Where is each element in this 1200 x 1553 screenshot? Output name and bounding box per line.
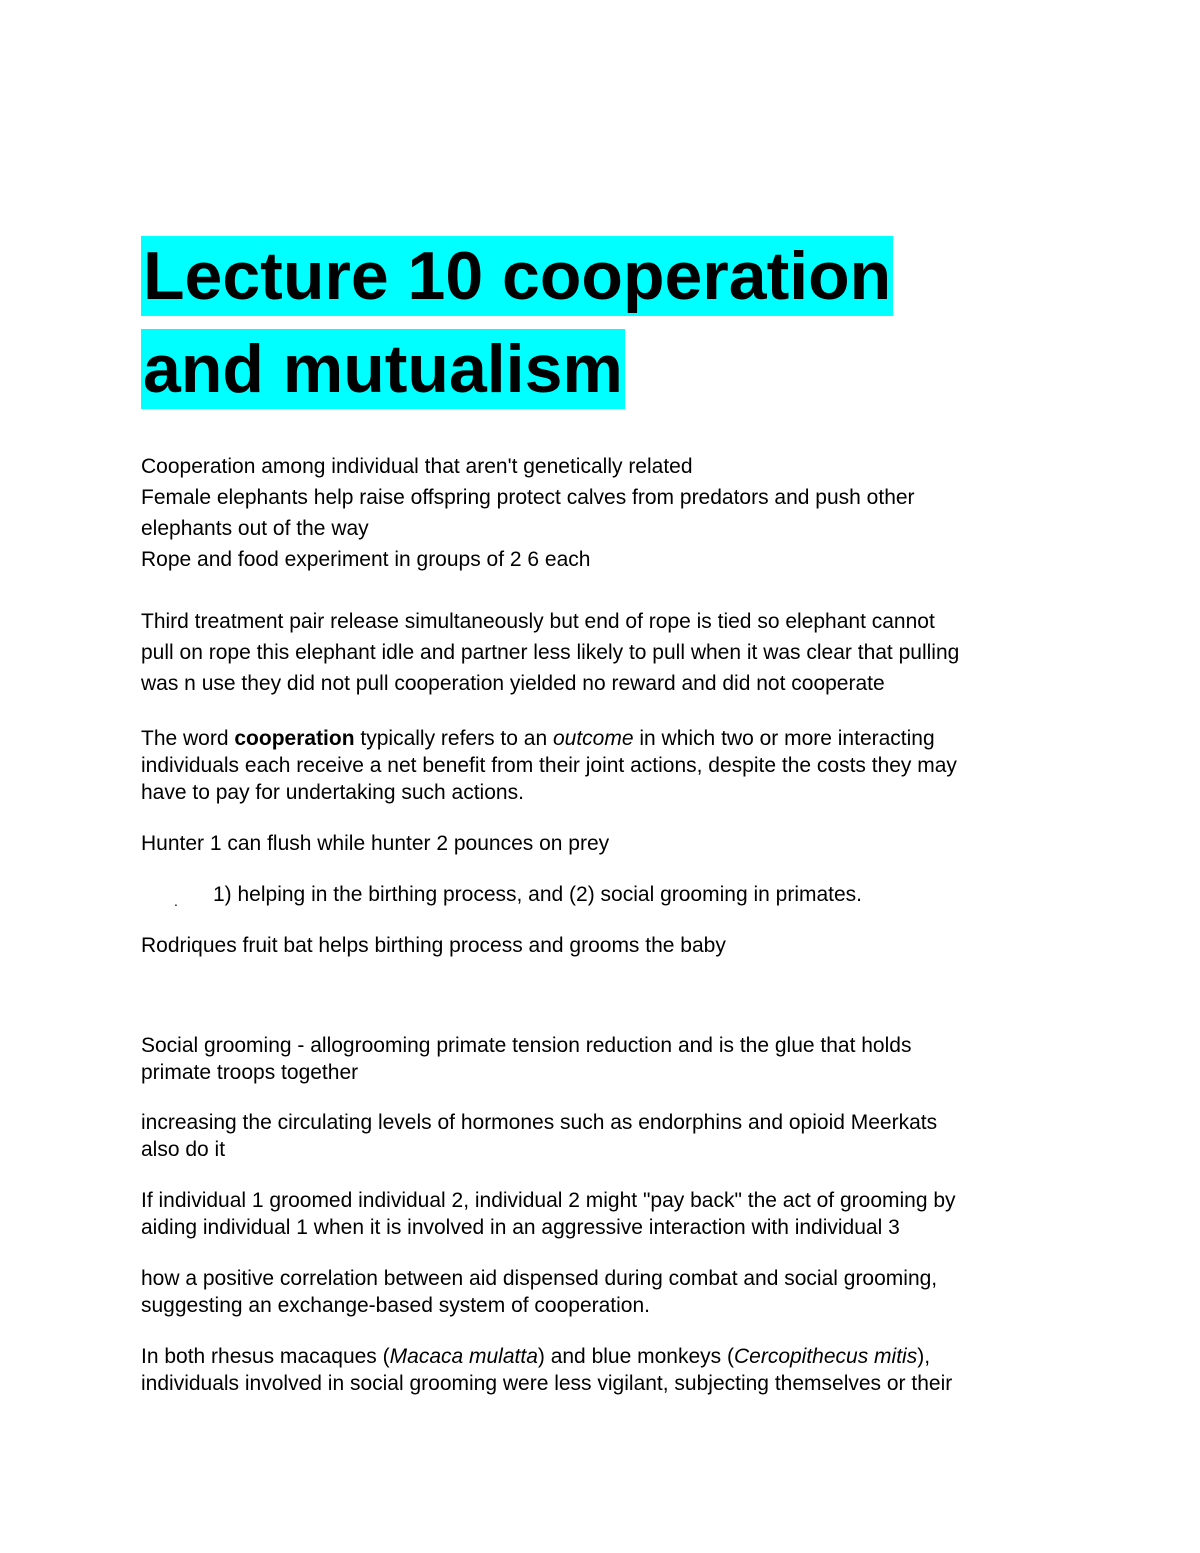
paragraph-text: in which two or more interacting	[633, 727, 935, 750]
paragraph-macaques	[141, 1343, 1071, 1397]
paragraph-rope-experiment	[141, 544, 1071, 575]
paragraph-line: suggesting an exchange-based system of cooperation.	[141, 1294, 650, 1317]
paragraph-cooperation-definition	[141, 725, 1071, 806]
paragraph-text: typically refers to an	[354, 727, 553, 750]
paragraph-line: If individual 1 groomed individual 2, individual 2 might "pay back" the act of grooming by	[141, 1189, 956, 1212]
paragraph-fruit-bat	[141, 932, 1071, 959]
paragraph-text: Cooperation among individual that aren't genetically related	[141, 455, 693, 478]
title-line-2: and mutualism	[143, 331, 623, 407]
paragraph-line: Third treatment pair release simultaneously but end of rope is tied so elephant cannot	[141, 610, 935, 633]
paragraph-female-elephants	[141, 482, 1071, 544]
paragraph-line: primate troops together	[141, 1061, 359, 1084]
paragraph-line: elephants out of the way	[141, 517, 369, 540]
paragraph-third-treatment	[141, 606, 1071, 699]
paragraph-text: 1) helping in the birthing process, and (2) social grooming in primates.	[213, 883, 863, 906]
paragraph-text: In both rhesus macaques (	[141, 1345, 390, 1368]
bold-term: cooperation	[234, 727, 355, 750]
paragraph-line: Social grooming - allogrooming primate tension reduction and is the glue that holds	[141, 1034, 912, 1057]
bullet-marker: .	[174, 893, 178, 909]
paragraph-hunter	[141, 830, 1071, 857]
paragraph-text: Rodriques fruit bat helps birthing process and grooms the baby	[141, 934, 726, 957]
paragraph-line: also do it	[141, 1138, 226, 1161]
paragraph-text: Rope and food experiment in groups of 2 6 each	[141, 548, 591, 571]
paragraph-hormones	[141, 1109, 1071, 1163]
paragraph-line: individuals involved in social grooming were less vigilant, subjecting themselves or their	[141, 1372, 953, 1395]
paragraph-social-grooming	[141, 1032, 1071, 1086]
paragraph-text: ),	[917, 1345, 931, 1368]
paragraph-line: have to pay for undertaking such actions.	[141, 781, 524, 804]
paragraph-line: individuals each receive a net benefit from their joint actions, despite the costs they may	[141, 754, 957, 777]
paragraph-line: how a positive correlation between aid dispensed during combat and social grooming,	[141, 1267, 938, 1290]
species-name: Cercopithecus mitis	[733, 1345, 918, 1368]
paragraph-line: aiding individual 1 when it is involved in an aggressive interaction with individual 3	[141, 1216, 900, 1239]
paragraph-text: The word	[141, 727, 235, 750]
paragraph-line: pull on rope this elephant idle and partner less likely to pull when it was clear that pulling	[141, 641, 960, 664]
paragraph-pay-back	[141, 1187, 1071, 1241]
paragraph-positive-correlation	[141, 1265, 1071, 1319]
paragraph-text: ) and blue monkeys (	[537, 1345, 734, 1368]
paragraph-text: Hunter 1 can flush while hunter 2 pounces on prey	[141, 832, 610, 855]
title-line-1: Lecture 10 cooperation	[143, 238, 892, 314]
italic-term: outcome	[552, 727, 634, 750]
species-name: Macaca mulatta	[389, 1345, 538, 1368]
paragraph-line: increasing the circulating levels of hormones such as endorphins and opioid Meerkats	[141, 1111, 938, 1134]
paragraph-line: was n use they did not pull cooperation yielded no reward and did not cooperate	[141, 672, 885, 695]
paragraph-line: Female elephants help raise offspring protect calves from predators and push other	[141, 486, 915, 509]
paragraph-birthing-grooming	[213, 881, 1073, 908]
paragraph-cooperation-unrelated	[141, 451, 1071, 482]
